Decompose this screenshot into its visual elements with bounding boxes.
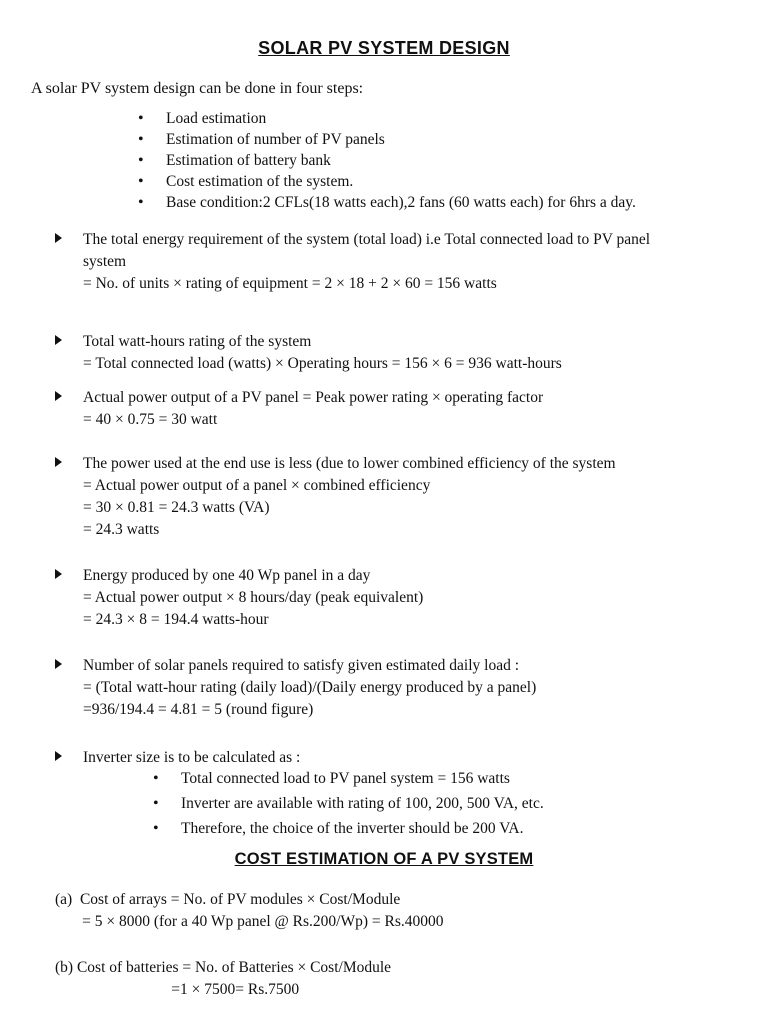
arrow-bullet-icon bbox=[55, 335, 62, 345]
list-item: • Estimation of number of PV panels bbox=[138, 129, 636, 150]
step-line: Inverter size is to be calculated as : bbox=[83, 749, 301, 766]
step-line: = Actual power output of a panel × combined efficiency bbox=[83, 477, 431, 494]
cost-item-arrays bbox=[55, 890, 444, 934]
cost-line: =1 × 7500= Rs.7500 bbox=[55, 981, 300, 998]
intro-bullet-list bbox=[138, 108, 636, 213]
step-line: = 24.3 × 8 = 194.4 watts-hour bbox=[83, 611, 269, 628]
arrow-bullet-icon bbox=[55, 233, 62, 243]
arrow-bullet-icon bbox=[55, 659, 62, 669]
arrow-bullet-icon bbox=[55, 391, 62, 401]
list-item: • Cost estimation of the system. bbox=[138, 171, 636, 192]
cost-line: (b) Cost of batteries = No. of Batteries × Cost/Module bbox=[55, 959, 392, 976]
step-line: The total energy requirement of the system (total load) i.e Total connected load to PV panel bbox=[83, 231, 651, 248]
step-line: = 24.3 watts bbox=[83, 521, 160, 538]
step-line: = 30 × 0.81 = 24.3 watts (VA) bbox=[83, 499, 270, 516]
step-line: =936/194.4 = 4.81 = 5 (round figure) bbox=[83, 701, 314, 718]
list-item: • Total connected load to PV panel system = 156 watts bbox=[153, 766, 544, 791]
step-line: = Total connected load (watts) × Operating hours = 156 × 6 = 936 watt-hours bbox=[83, 355, 562, 372]
inverter-bullet-list bbox=[153, 766, 544, 841]
step-line: system bbox=[83, 253, 127, 270]
page-title: SOLAR PV SYSTEM DESIGN bbox=[258, 38, 510, 58]
cost-line: = 5 × 8000 (for a 40 Wp panel @ Rs.200/Wp) = Rs.40000 bbox=[55, 913, 444, 930]
list-item: • Estimation of battery bank bbox=[138, 150, 636, 171]
step-line: = No. of units × rating of equipment = 2 × 18 + 2 × 60 = 156 watts bbox=[83, 275, 497, 292]
list-item: • Therefore, the choice of the inverter should be 200 VA. bbox=[153, 816, 544, 841]
arrow-bullet-icon bbox=[55, 569, 62, 579]
step-line: = 40 × 0.75 = 30 watt bbox=[83, 411, 218, 428]
step-line: = Actual power output × 8 hours/day (peak equivalent) bbox=[83, 589, 424, 606]
step-line: The power used at the end use is less (due to lower combined efficiency of the system bbox=[83, 455, 616, 472]
cost-section-title: COST ESTIMATION OF A PV SYSTEM bbox=[234, 850, 534, 868]
list-item: • Inverter are available with rating of 100, 200, 500 VA, etc. bbox=[153, 791, 544, 816]
arrow-bullet-icon bbox=[55, 751, 62, 761]
step-line: Energy produced by one 40 Wp panel in a day bbox=[83, 567, 371, 584]
arrow-bullet-icon bbox=[55, 457, 62, 467]
step-line: Actual power output of a PV panel = Peak power rating × operating factor bbox=[83, 389, 544, 406]
intro-text: A solar PV system design can be done in four steps: bbox=[31, 80, 364, 97]
list-item: • Load estimation bbox=[138, 108, 636, 129]
cost-line: (a) Cost of arrays = No. of PV modules × Cost/Module bbox=[55, 891, 401, 908]
list-item: • Base condition:2 CFLs(18 watts each),2 fans (60 watts each) for 6hrs a day. bbox=[138, 192, 636, 213]
step-line: = (Total watt-hour rating (daily load)/(Daily energy produced by a panel) bbox=[83, 679, 537, 696]
step-line: Number of solar panels required to satisfy given estimated daily load : bbox=[83, 657, 520, 674]
cost-item-batteries bbox=[55, 958, 391, 1002]
step-line: Total watt-hours rating of the system bbox=[83, 333, 312, 350]
